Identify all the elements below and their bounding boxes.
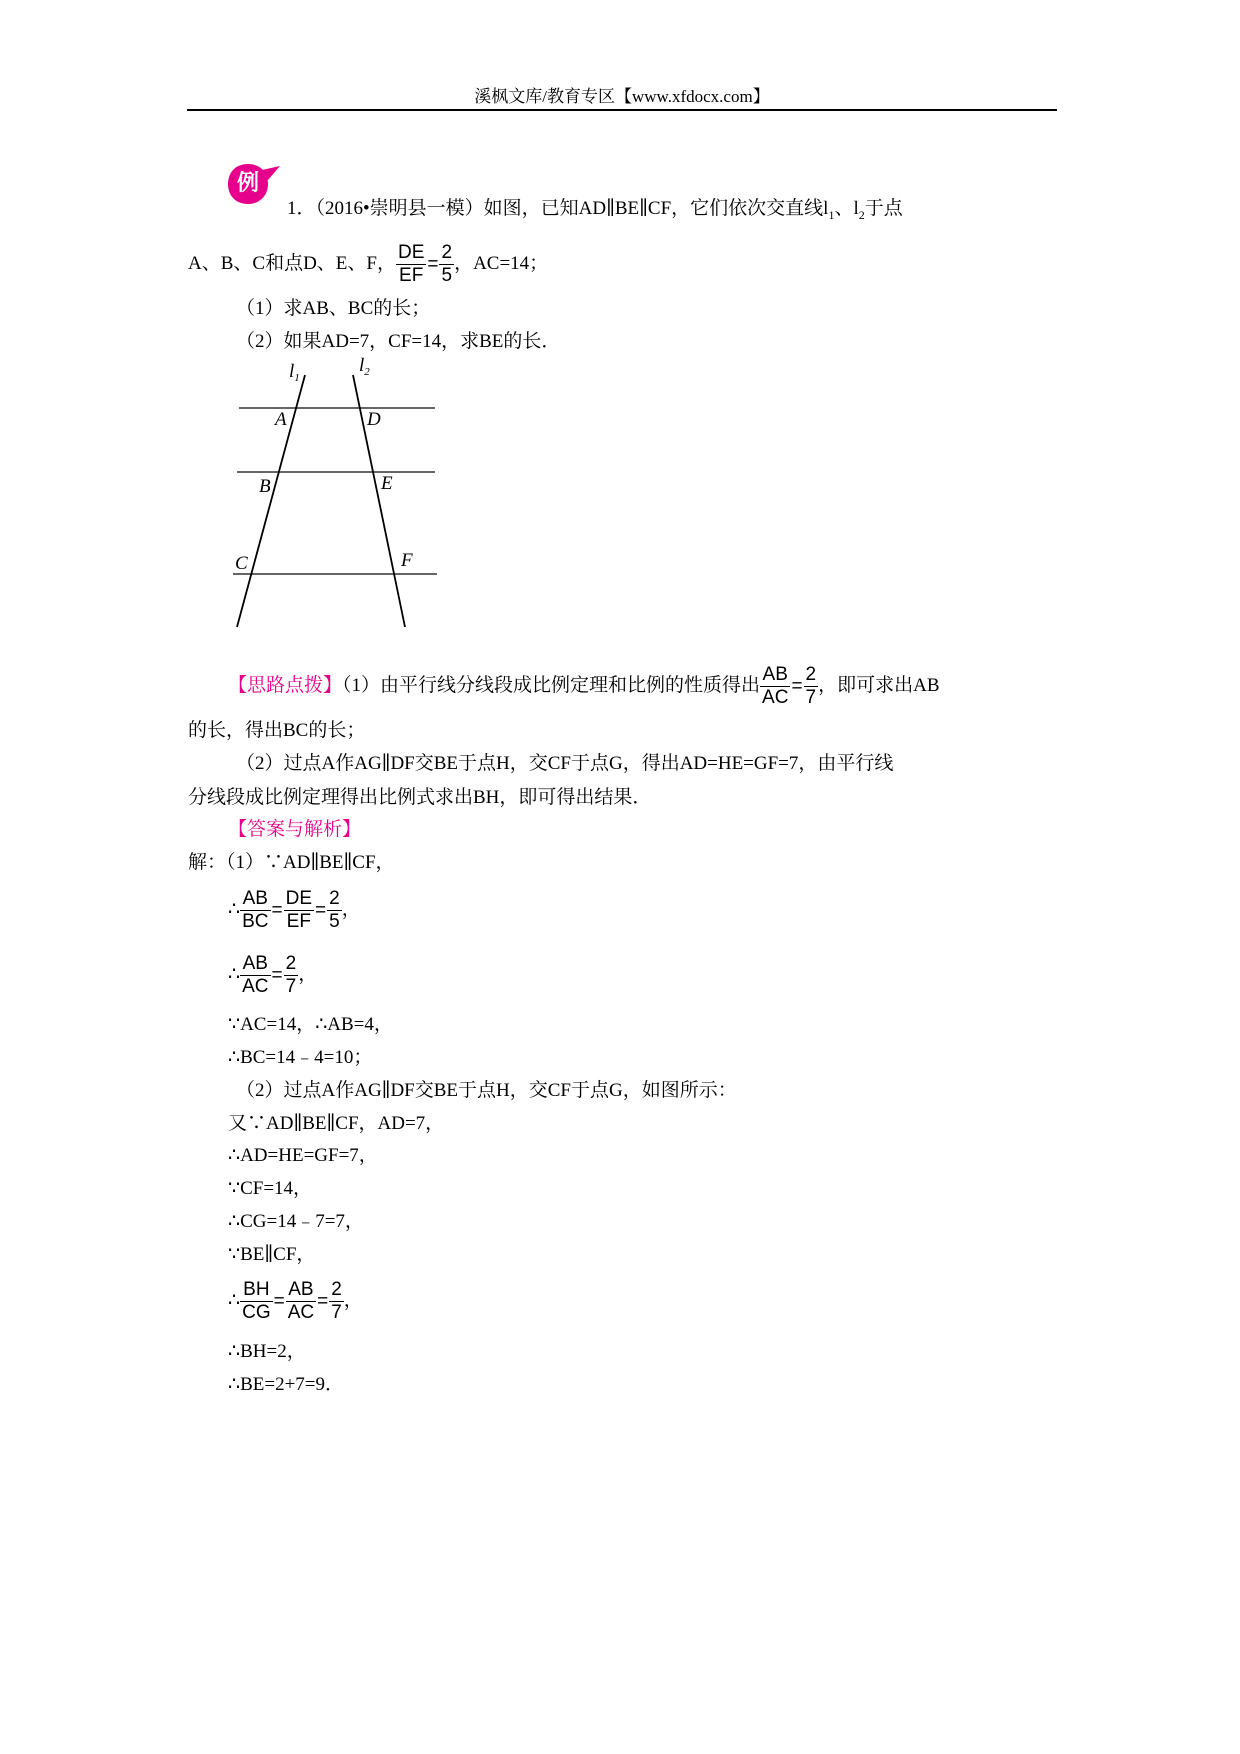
hint-line-4: 分线段成比例定理得出比例式求出BH，即可得出结果．: [188, 787, 652, 808]
answer-line-8: ∴AD=HE=GF=7，: [228, 1145, 378, 1166]
badge-char: 例: [236, 171, 259, 196]
fraction-2-7-2: $\frac{2}{7}$: [285, 953, 297, 998]
hint-title: 【思路点拨】: [228, 675, 343, 696]
fraction-ab-ac: $\frac{AB}{AC}$: [762, 664, 789, 709]
answer-line-7: 又∵AD∥BE∥CF，AD=7，: [228, 1113, 445, 1134]
fraction-de-ef-2: $\frac{DE}{EF}$: [285, 888, 313, 933]
fraction-bh-cg: $\frac{BH}{CG}$: [242, 1279, 271, 1324]
hint-line-3: （2）过点A作AG∥DF交BE于点H，交CF于点G，得出AD=HE=GF=7，由平行线: [236, 753, 894, 774]
example-badge-icon: [228, 162, 280, 210]
page-header: 溪枫文库/教育专区【www.xfdocx.com】: [474, 87, 770, 106]
hint-line-1: 【思路点拨】（1）由平行线分线段成比例定理和比例的性质得出 $\frac{AB}{AC}$ = $\frac{2}{7}$ ，即可求出AB: [228, 664, 940, 709]
label-c: C: [235, 553, 248, 574]
answer-line-10: ∴CG=14﹣7=7，: [228, 1211, 364, 1232]
label-l1: $l_1$: [289, 361, 300, 384]
fraction-2-5-2: $\frac{2}{5}$: [329, 888, 340, 933]
answer-line-3: ∴ $\frac{AB}{AC}$ = $\frac{2}{7}$ ，: [228, 953, 318, 998]
fraction-ab-ac-3: $\frac{AB}{AC}$: [287, 1279, 315, 1324]
label-d: D: [367, 409, 381, 430]
answer-line-14: ∴BE=2+7=9．: [228, 1374, 345, 1395]
fraction-ab-bc: $\frac{AB}{BC}$: [242, 888, 269, 933]
fraction-2-7: $\frac{2}{7}$: [805, 664, 817, 709]
answer-line-1: 解：（1）∵AD∥BE∥CF，: [188, 852, 395, 873]
label-e: E: [381, 473, 393, 494]
hint-line-2: 的长，得出BC的长；: [188, 720, 366, 741]
header-rule: [187, 109, 1057, 111]
label-f: F: [401, 550, 413, 571]
answer-line-6: （2）过点A作AG∥DF交BE于点H，交CF于点G，如图所示：: [236, 1080, 737, 1101]
answer-line-13: ∴BH=2，: [228, 1341, 306, 1362]
fraction-de-ef: $\frac{DE}{EF}$: [397, 242, 425, 287]
answer-line-5: ∴BC=14﹣4=10；: [228, 1047, 373, 1068]
fraction-2-5: $\frac{2}{5}$: [441, 242, 453, 287]
label-l2: $l_2$: [359, 355, 370, 378]
label-a: A: [275, 409, 287, 430]
problem-line-2: A、B、C和点D、E、F， $\frac{DE}{EF}$ = $\frac{2}{5}$ ，AC=14；: [188, 242, 549, 287]
fraction-ab-ac-2: $\frac{AB}{AC}$: [242, 953, 269, 998]
answer-line-9: ∵CF=14，: [228, 1178, 313, 1199]
parallel-lines-figure: [225, 355, 445, 635]
answer-line-2: ∴ $\frac{AB}{BC}$ = $\frac{DE}{EF}$ = $\frac{2}{5}$ ，: [228, 888, 361, 933]
fraction-2-7-3: $\frac{2}{7}$: [331, 1279, 342, 1324]
answer-title: 【答案与解析】: [228, 819, 362, 840]
answer-line-12: ∴ $\frac{BH}{CG}$ = $\frac{AB}{AC}$ = $\frac{2}{7}$ ，: [228, 1279, 363, 1324]
problem-line-1: 1．（2016•崇明县一模）如图，已知AD∥BE∥CF，它们依次交直线$l_1$、$l_2$于点: [287, 198, 903, 222]
answer-line-4: ∵AC=14，∴AB=4，: [228, 1014, 393, 1035]
answer-line-11: ∵BE∥CF，: [228, 1244, 316, 1265]
label-b: B: [259, 476, 271, 497]
question-1: （1）求AB、BC的长；: [236, 298, 431, 319]
question-2: （2）如果AD=7，CF=14，求BE的长．: [236, 331, 561, 352]
